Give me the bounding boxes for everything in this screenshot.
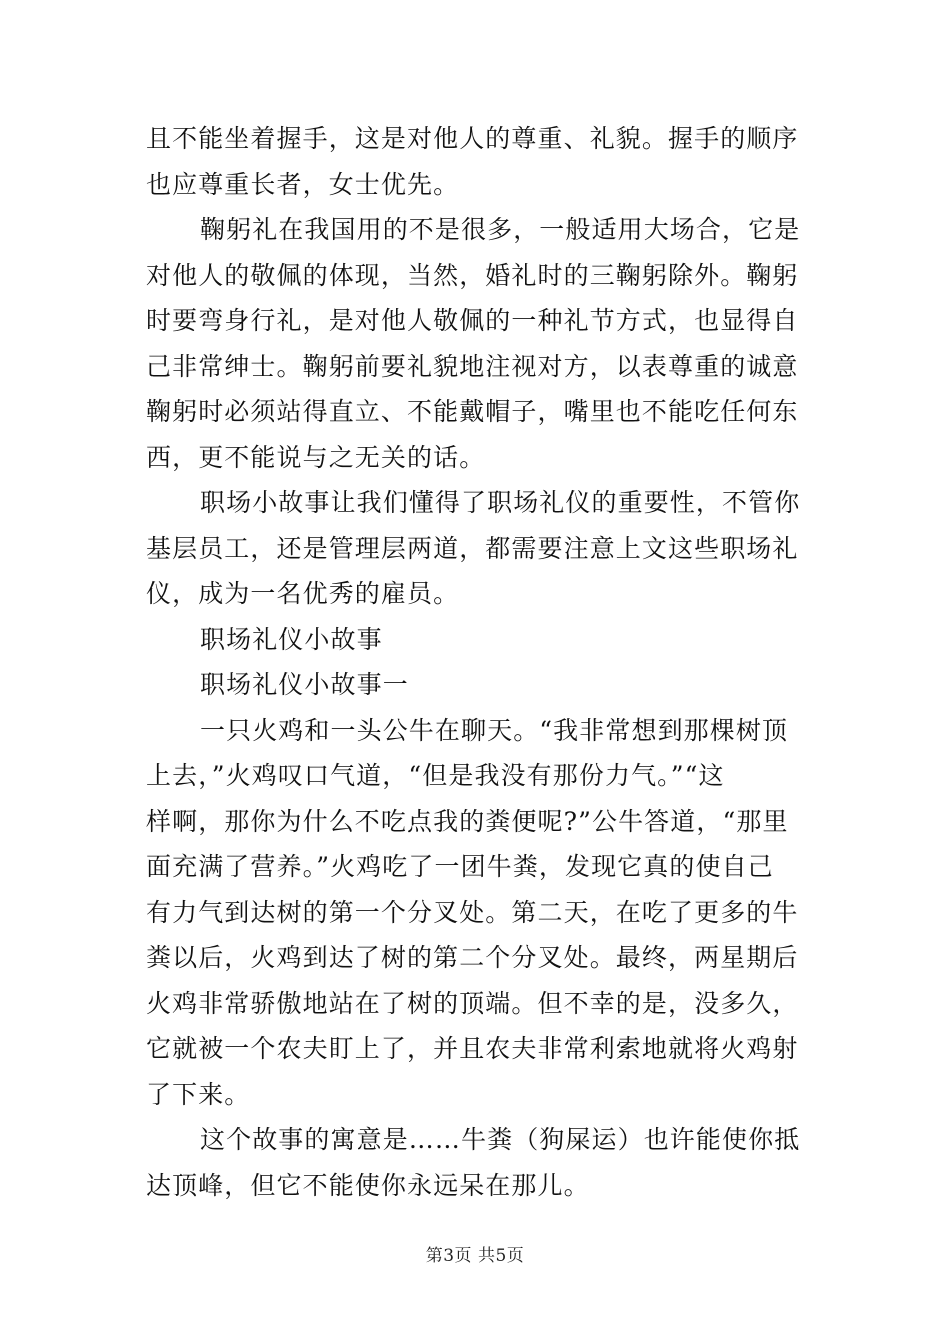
text-line: 火鸡非常骄傲地站在了树的顶端。但不幸的是，没多久， [146, 988, 799, 1018]
text-line: 时要弯身行礼，是对他人敬佩的一种礼节方式，也显得自 [146, 306, 799, 335]
text-line: 职场礼仪小故事 [200, 624, 383, 654]
text-line: 仪，成为一名优秀的雇员。 [146, 579, 460, 608]
text-line: 面充满了营养。”火鸡吃了一团牛粪，发现它真的使自己 [146, 852, 774, 881]
text-line: 了下来。 [146, 1079, 251, 1109]
text-line: 这个故事的寓意是……牛粪（狗屎运）也许能使你抵 [200, 1125, 801, 1154]
text-line: 样啊，那你为什么不吃点我的粪便呢?”公牛答道，“那里 [146, 806, 789, 836]
text-line: 且不能坐着握手，这是对他人的尊重、礼貌。握手的顺序 [146, 124, 799, 153]
text-line: 己非常绅士。鞠躬前要礼貌地注视对方，以表尊重的诚意 [146, 351, 799, 381]
text-line: 达顶峰，但它不能使你永远呆在那儿。 [146, 1170, 590, 1200]
text-line: 上去，”火鸡叹口气道，“但是我没有那份力气。”“这 [146, 761, 725, 790]
text-line: 鞠躬时必须站得直立、不能戴帽子，嘴里也不能吃任何东 [146, 397, 799, 426]
text-line: 它就被一个农夫盯上了，并且农夫非常利索地就将火鸡射 [146, 1034, 799, 1063]
page-footer: 第3页 共5页 [425, 1246, 525, 1266]
text-line: 西，更不能说与之无关的话。 [146, 442, 486, 472]
text-line: 对他人的敬佩的体现，当然，婚礼时的三鞠躬除外。鞠躬 [146, 260, 799, 290]
text-line: 职场小故事让我们懂得了职场礼仪的重要性，不管你 [200, 488, 801, 517]
text-line: 基层员工，还是管理层两道，都需要注意上文这些职场礼 [146, 533, 799, 563]
text-line: 也应尊重长者，女士优先。 [146, 169, 460, 199]
text-line: 一只火鸡和一头公牛在聊天。“我非常想到那棵树顶 [200, 715, 789, 745]
text-line: 鞠躬礼在我国用的不是很多，一般适用大场合，它是 [200, 215, 801, 244]
text-line: 粪以后，火鸡到达了树的第二个分叉处。最终，两星期后 [146, 943, 799, 972]
text-line: 有力气到达树的第一个分叉处。第二天，在吃了更多的牛 [146, 897, 799, 927]
document-body [146, 116, 806, 1208]
text-line: 职场礼仪小故事一 [200, 670, 409, 699]
